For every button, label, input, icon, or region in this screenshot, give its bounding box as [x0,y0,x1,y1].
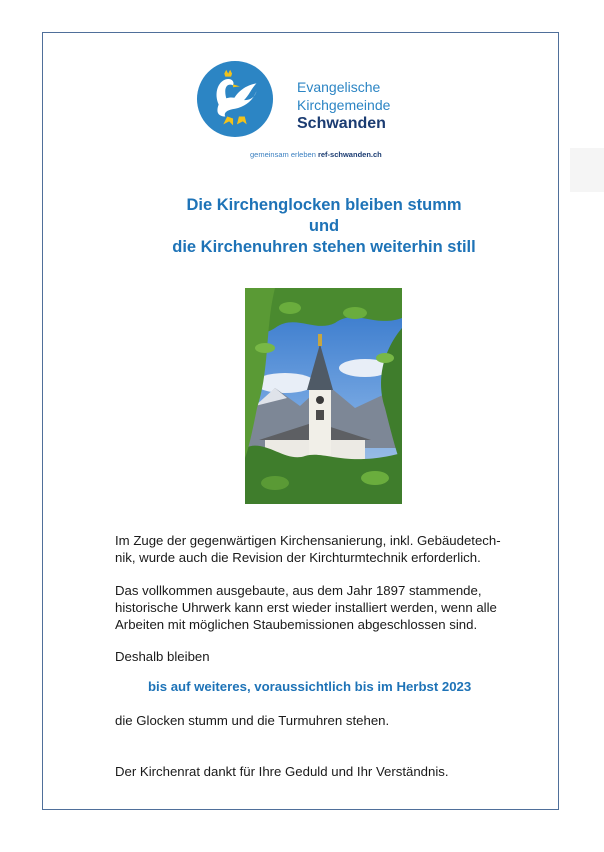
paragraph-clockwork-line-2: historische Uhrwerk kann erst wieder installiert werden, wenn alle [115,600,497,615]
tagline-prefix: gemeinsam erleben [250,150,318,159]
logo-text-schwanden: Schwanden [297,115,386,132]
church-tower-photo [245,288,402,504]
logo-tagline [250,150,382,159]
paragraph-clockwork-line-3: Arbeiten mit möglichen Staubemissionen abgeschlossen sind. [115,617,478,632]
headline-line-3: die Kirchenuhren stehen weiterhin still [172,238,476,256]
church-logo [190,52,404,168]
paragraph-clockwork-line-1: Das vollkommen ausgebaute, aus dem Jahr 1897 stammende, [115,583,482,598]
swan-icon [196,60,274,138]
logo-text-evangelische: Evangelische [297,79,381,95]
headline-line-2: und [308,217,340,235]
paragraph-renovation-line-2: nik, wurde auch die Revision der Kirchturmtechnik erforderlich. [115,550,481,565]
logo-text-kirchgemeinde: Kirchgemeinde [297,97,391,113]
tagline-url: ref-schwanden.ch [317,150,382,159]
paragraph-thanks: Der Kirchenrat dankt für Ihre Geduld und Ihr Verständnis. [115,764,449,779]
highlight-timeframe: bis auf weiteres, voraussichtlich bis im Herbst 2023 [148,679,472,694]
paragraph-renovation-line-1: Im Zuge der gegenwärtigen Kirchensanierung, inkl. Gebäudetech- [115,533,501,548]
paragraph-therefore: Deshalb bleiben [115,649,210,664]
headline-line-1: Die Kirchenglocken bleiben stumm [186,196,462,214]
paragraph-bells-silent: die Glocken stumm und die Turmuhren stehen. [115,713,390,728]
side-panel-tab[interactable] [570,148,604,192]
